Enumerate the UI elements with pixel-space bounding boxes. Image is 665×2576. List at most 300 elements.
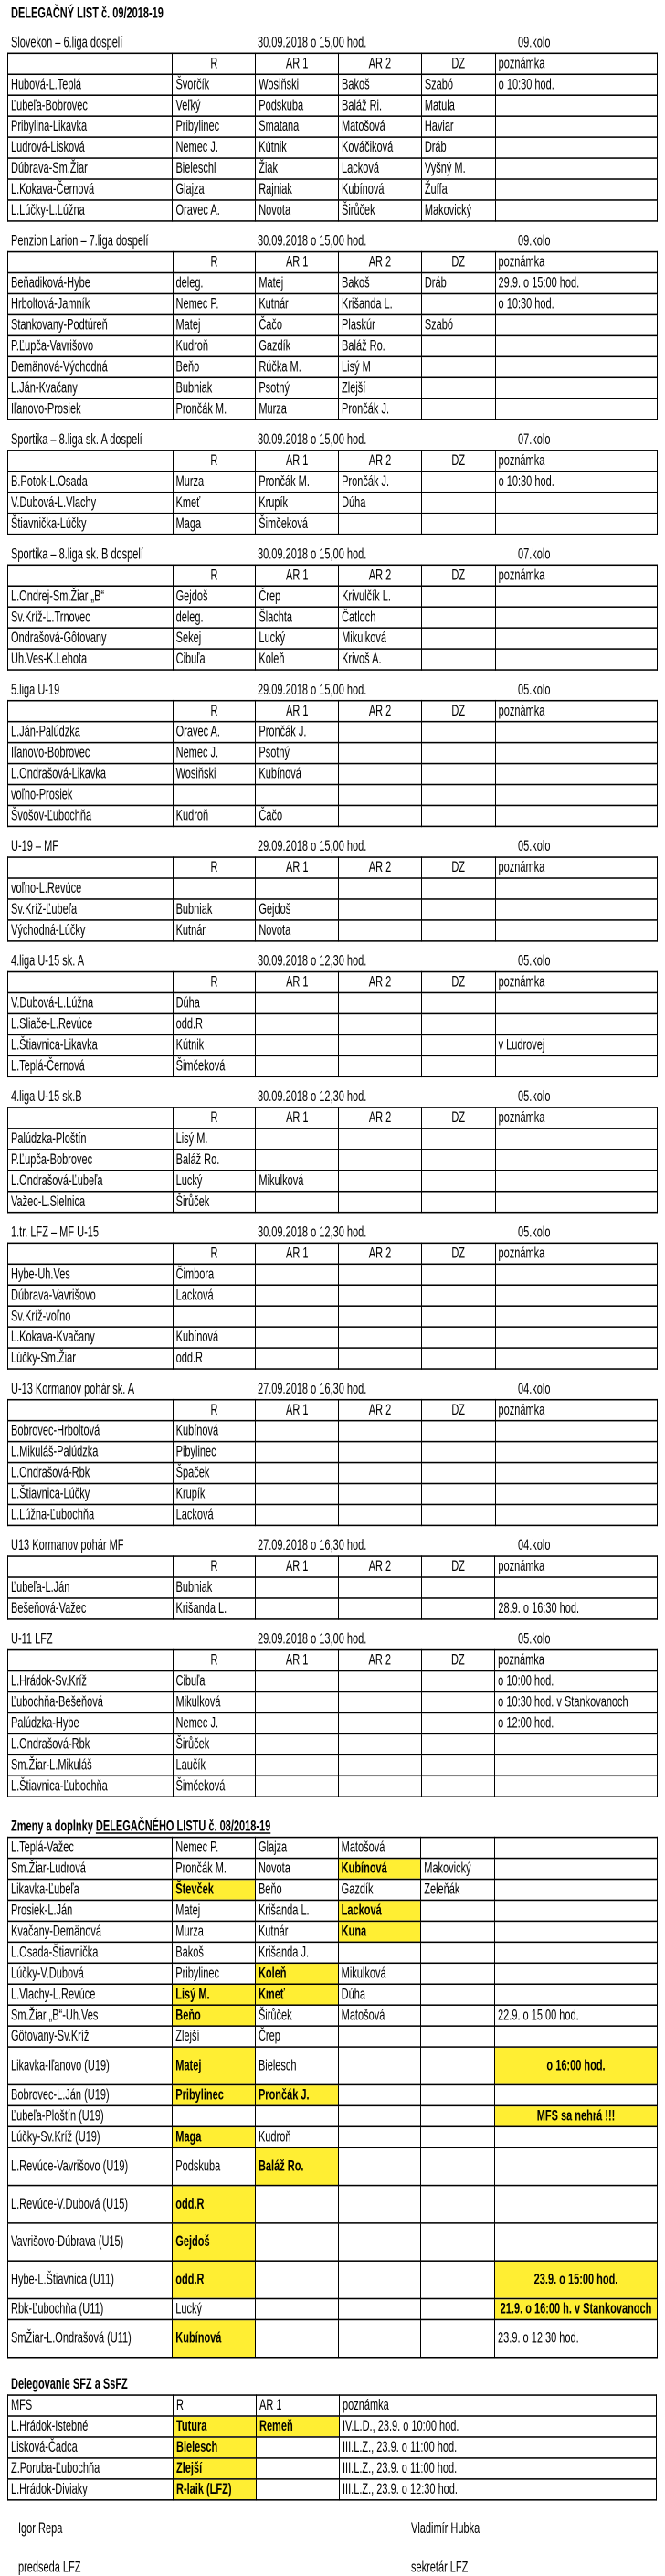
column-header: AR 1 (256, 53, 339, 74)
table-cell (495, 116, 657, 137)
table-row (8, 116, 658, 137)
table-row (8, 1442, 658, 1463)
table-cell: Szabó (421, 74, 495, 95)
change-cell: Likavka-Ľubeľa (8, 1879, 173, 1900)
table-header-row (8, 1650, 658, 1671)
table-cell: o 12:00 hod. (495, 1712, 658, 1733)
section-date: 27.09.2018 o 16,30 hod. (258, 1381, 367, 1398)
change-cell (338, 2261, 421, 2298)
table-row (8, 1463, 658, 1484)
change-cell: Bobrovec-L.Ján (U19) (8, 2084, 173, 2105)
table-cell (256, 1285, 339, 1306)
table-cell: Dráb (421, 137, 495, 158)
table-row (8, 1192, 658, 1213)
table-cell (421, 1150, 495, 1171)
table-header-row (8, 252, 658, 273)
change-cell: Mikulková (338, 1963, 421, 1984)
table-cell (495, 899, 657, 920)
table-cell: Širůček (173, 1192, 256, 1213)
table-cell: Lisý M (339, 356, 422, 377)
table-cell (421, 1577, 495, 1598)
table-cell: Hrboltová-Jamník (8, 293, 174, 314)
change-cell: Kubínová (173, 2319, 256, 2357)
column-header: AR 1 (256, 565, 339, 586)
table-cell (339, 1129, 422, 1150)
table-cell (495, 95, 657, 116)
table-cell (421, 920, 495, 941)
table-cell: Mikulková (256, 1171, 339, 1192)
change-cell (495, 1900, 658, 1921)
column-header (8, 451, 174, 472)
table-row (8, 1484, 658, 1505)
table-cell (256, 785, 339, 806)
change-cell (421, 1921, 495, 1942)
table-cell (421, 899, 495, 920)
column-header: AR 2 (339, 1400, 422, 1421)
table-cell (339, 992, 422, 1013)
table-cell (256, 1327, 339, 1348)
table-cell: L.Ondrej-Sm.Žiar „B“ (8, 586, 174, 607)
section-date: 29.09.2018 o 15,00 hod. (258, 838, 367, 855)
section-league: 4.liga U-15 sk.B (11, 1088, 82, 1106)
table-row (8, 398, 658, 419)
table-cell: Haviar (421, 116, 495, 137)
table-cell: Prončák M. (173, 398, 256, 419)
table-cell: P.Ľupča-Vavrišovo (8, 335, 174, 356)
table-cell (339, 1463, 422, 1484)
table-cell (256, 1754, 339, 1776)
change-cell (338, 2105, 421, 2126)
change-row (8, 1838, 658, 1859)
change-cell (421, 1900, 495, 1921)
change-cell: Baláž Ro. (255, 2147, 338, 2185)
change-row (8, 2126, 658, 2147)
table-cell: Šlachta (256, 607, 339, 628)
table-cell (495, 200, 657, 221)
table-header-row (8, 1243, 658, 1264)
table-cell (495, 1442, 657, 1463)
table-row (8, 493, 658, 514)
table-cell: V.Dubová-L.Lúžna (8, 992, 174, 1013)
change-cell (495, 2147, 658, 2185)
change-cell (421, 2186, 495, 2223)
table-cell: Krivoš A. (339, 649, 422, 670)
column-header: R (173, 53, 256, 74)
table-cell: Zlejší (339, 377, 422, 398)
change-cell: Matošová (338, 2005, 421, 2026)
table-cell: o 10:30 hod. (495, 74, 657, 95)
table-cell: Oravec A. (173, 200, 256, 221)
table-cell (256, 1577, 339, 1598)
table-row (8, 743, 658, 764)
table-cell: Prončák J. (339, 472, 422, 493)
table-row (8, 377, 658, 398)
table-cell: deleg. (173, 273, 256, 294)
change-cell: Hybe-L.Štiavnica (U11) (8, 2261, 173, 2298)
section-header (7, 431, 658, 450)
table-cell (256, 1671, 339, 1692)
section-round: 07.kolo (518, 546, 551, 563)
change-cell (421, 2147, 495, 2185)
column-header: R (173, 1650, 256, 1671)
table-row (8, 1129, 658, 1150)
change-row (8, 2186, 658, 2223)
table-cell (495, 1192, 657, 1213)
table-cell: Šimčeková (256, 514, 339, 535)
table-cell: L.Ján-Palúdzka (8, 722, 174, 743)
table-cell (421, 1348, 495, 1369)
table-cell: L.Štiavnica-Ľubochňa (8, 1776, 174, 1797)
section-league: 4.liga U-15 sk. A (11, 952, 85, 970)
table-cell: o 10:30 hod. (495, 293, 657, 314)
change-cell: Krišanda L. (255, 1900, 338, 1921)
table-cell (339, 1034, 422, 1055)
table-header-row (8, 565, 658, 586)
table-row (8, 1150, 658, 1171)
table-cell (339, 1598, 422, 1619)
table-cell (495, 1013, 657, 1034)
section-header (7, 1631, 658, 1649)
column-header: DZ (421, 565, 495, 586)
change-cell (338, 2126, 421, 2147)
table-cell (421, 1192, 495, 1213)
change-cell (495, 2223, 658, 2261)
table-cell: odd.R (173, 1013, 256, 1034)
change-cell: Števček (173, 1879, 256, 1900)
change-cell (495, 2026, 658, 2047)
table-cell: deleg. (173, 607, 256, 628)
table-cell (495, 1150, 657, 1171)
table-cell: Švorčík (173, 74, 256, 95)
column-header: AR 1 (256, 1650, 339, 1671)
changes-title-prefix: Zmeny a doplnky (11, 1818, 93, 1836)
table-cell: o 10:00 hod. (495, 1671, 658, 1692)
table-cell (421, 1306, 495, 1327)
table-cell (421, 1264, 495, 1285)
table-cell (256, 878, 339, 899)
change-cell: odd.R (173, 2261, 256, 2298)
table-cell: Gejdoš (173, 586, 256, 607)
mfs-row (8, 2458, 657, 2479)
match-sections (7, 35, 658, 1797)
change-cell: Gejdoš (173, 2223, 256, 2261)
table-cell (421, 805, 495, 826)
table-cell: Cibuľa (173, 649, 256, 670)
table-cell (339, 1484, 422, 1505)
section-table (7, 1649, 658, 1797)
table-cell: Sv.Kríž-voľno (8, 1306, 174, 1327)
table-cell (256, 1013, 339, 1034)
table-cell: Šimčeková (173, 1776, 256, 1797)
table-cell (421, 1327, 495, 1348)
table-cell (339, 1171, 422, 1192)
table-cell: Wosiňski (256, 74, 339, 95)
section-header (7, 1537, 658, 1555)
mfs-cell: Bielesch (174, 2437, 257, 2458)
change-cell: Kuna (338, 1921, 421, 1942)
table-cell: Rúčka M. (256, 356, 339, 377)
table-row (8, 992, 658, 1013)
table-row (8, 356, 658, 377)
table-cell: Švošov-Ľubochňa (8, 805, 174, 826)
column-header: R (173, 451, 256, 472)
column-header: R (173, 252, 256, 273)
table-cell (495, 992, 657, 1013)
table-cell (339, 805, 422, 826)
table-row (8, 314, 658, 335)
table-cell: Cibuľa (173, 1671, 256, 1692)
column-header: AR 2 (339, 565, 422, 586)
table-cell: Veľký (173, 95, 256, 116)
table-cell (495, 1421, 657, 1442)
table-cell (338, 1712, 421, 1733)
section-round: 05.kolo (518, 952, 551, 970)
table-cell: Lisý M. (173, 1129, 256, 1150)
table-cell: Bakoš (339, 273, 422, 294)
table-cell (421, 514, 495, 535)
table-cell: Baláž Ro. (339, 335, 422, 356)
column-header: R (173, 1400, 256, 1421)
change-cell (338, 2026, 421, 2047)
table-row (8, 1348, 658, 1369)
section-date: 30.09.2018 o 12,30 hod. (258, 1088, 367, 1106)
change-cell: Črep (255, 2026, 338, 2047)
change-row (8, 2223, 658, 2261)
table-row (8, 1504, 658, 1525)
change-cell: Lúčky-Sv.Kríž (U19) (8, 2126, 173, 2147)
column-header: AR 2 (339, 451, 422, 472)
table-cell: Wosiňski (173, 764, 256, 785)
table-cell (339, 1264, 422, 1285)
table-cell: Bobrovec-Hrboltová (8, 1421, 174, 1442)
table-cell (421, 377, 495, 398)
table-row (8, 1776, 658, 1797)
mfs-cell: Lisková-Čadca (8, 2437, 174, 2458)
section-header (7, 953, 658, 971)
table-cell (421, 335, 495, 356)
table-cell: Bubniak (173, 1577, 256, 1598)
table-cell (339, 1504, 422, 1525)
change-cell (255, 2298, 338, 2319)
table-cell: Kmeť (173, 493, 256, 514)
table-cell (495, 764, 657, 785)
change-cell: Maga (173, 2126, 256, 2147)
change-cell: Kudroň (255, 2126, 338, 2147)
mfs-column-header: AR 1 (257, 2395, 340, 2416)
table-row (8, 764, 658, 785)
table-header-row (8, 1108, 658, 1129)
table-cell (495, 1776, 658, 1797)
table-cell (256, 1306, 339, 1327)
table-cell: Makovický (421, 200, 495, 221)
section-league: U13 Kormanov pohár MF (11, 1537, 124, 1554)
change-cell (173, 2105, 256, 2126)
change-cell: Lisý M. (173, 1984, 256, 2005)
column-header (8, 1400, 174, 1421)
section-header (7, 1224, 658, 1243)
section-table (7, 700, 658, 827)
table-cell: Bieleschl (173, 158, 256, 179)
mfs-cell: Z.Poruba-Ľubochňa (8, 2458, 174, 2479)
table-cell: Psotný (256, 743, 339, 764)
change-cell (421, 2126, 495, 2147)
mfs-cell: L.Hrádok-Istebné (8, 2416, 174, 2437)
table-cell: Hybe-Uh.Ves (8, 1264, 174, 1285)
table-cell: Iľanovo-Bobrovec (8, 743, 174, 764)
table-cell: Baláž Ri. (339, 95, 422, 116)
section-date: 29.09.2018 o 13,00 hod. (258, 1630, 367, 1648)
change-row (8, 1900, 658, 1921)
section-header (7, 546, 658, 565)
table-cell (495, 1463, 657, 1484)
table-row (8, 1171, 658, 1192)
table-cell: Štiavnička-Lúčky (8, 514, 174, 535)
column-header: AR 2 (339, 53, 422, 74)
mfs-cell (257, 2479, 340, 2500)
table-row (8, 95, 658, 116)
section-header (7, 1381, 658, 1399)
table-cell: Krivulčík L. (339, 586, 422, 607)
column-header: AR 1 (256, 1108, 339, 1129)
change-cell: Podskuba (173, 2147, 256, 2185)
table-row (8, 1306, 658, 1327)
column-header: DZ (421, 972, 495, 993)
change-cell (495, 2084, 658, 2105)
table-cell (495, 1577, 658, 1598)
table-cell: Glajza (173, 179, 256, 200)
table-header-row (8, 1400, 658, 1421)
table-row (8, 1733, 658, 1754)
table-cell: Iľanovo-Prosiek (8, 398, 174, 419)
change-cell: Sm.Žiar-Ludrová (8, 1859, 173, 1880)
table-cell: Lucký (256, 628, 339, 649)
table-row (8, 607, 658, 628)
table-row (8, 273, 658, 294)
column-header: AR 2 (339, 252, 422, 273)
change-cell: Matej (173, 2047, 256, 2084)
table-header-row (8, 701, 658, 722)
table-cell: L.Hrádok-Sv.Kríž (8, 1671, 174, 1692)
change-row (8, 1859, 658, 1880)
change-cell: Prončák J. (255, 2084, 338, 2105)
change-cell: Murza (173, 1921, 256, 1942)
section-header (7, 35, 658, 53)
change-cell (338, 2223, 421, 2261)
change-cell: Likavka-Iľanovo (U19) (8, 2047, 173, 2084)
section-league: U-13 Kormanov pohár sk. A (11, 1381, 135, 1398)
change-cell: Pribylinec (173, 1963, 256, 1984)
table-cell (338, 1733, 421, 1754)
change-cell (421, 1838, 495, 1859)
change-cell: Lacková (338, 1900, 421, 1921)
table-cell: o 10:30 hod. (495, 472, 657, 493)
column-header (8, 972, 174, 993)
table-cell (421, 878, 495, 899)
change-cell (255, 2319, 338, 2357)
change-row (8, 2005, 658, 2026)
table-cell (339, 878, 422, 899)
column-header: DZ (421, 1108, 495, 1129)
table-cell (421, 1712, 495, 1733)
change-cell: L.Revúce-V.Dubová (U15) (8, 2186, 173, 2223)
change-cell (338, 2147, 421, 2185)
change-cell (421, 2084, 495, 2105)
section-round: 09.kolo (518, 232, 551, 250)
table-cell: Pribylinec (173, 116, 256, 137)
column-header: AR 2 (339, 972, 422, 993)
table-cell: odd.R (173, 1348, 256, 1369)
section-table (7, 856, 658, 941)
change-cell: SmŽiar-L.Ondrašová (U11) (8, 2319, 173, 2357)
table-cell: Lucký (173, 1171, 256, 1192)
table-cell: Gejdoš (256, 899, 339, 920)
table-cell: Matej (256, 273, 339, 294)
section-table (7, 1555, 658, 1619)
change-cell: 23.9. o 12:30 hod. (495, 2319, 658, 2357)
table-row (8, 1691, 658, 1712)
table-cell (495, 1129, 657, 1150)
table-cell: Širůček (339, 200, 422, 221)
section-header (7, 838, 658, 856)
table-cell: Bubniak (173, 899, 256, 920)
table-cell: Čačo (256, 314, 339, 335)
change-cell (495, 1942, 658, 1963)
change-cell (338, 2084, 421, 2105)
change-cell: Makovický (421, 1859, 495, 1880)
table-cell: Prončák J. (339, 398, 422, 419)
change-cell: 22.9. o 15:00 hod. (495, 2005, 658, 2026)
section-league: U-11 LFZ (11, 1630, 53, 1648)
mfs-column-header: poznámka (340, 2395, 657, 2416)
mfs-table (7, 2394, 657, 2500)
table-row (8, 899, 658, 920)
change-cell: Gôtovany-Sv.Kríž (8, 2026, 173, 2047)
table-cell (495, 1285, 657, 1306)
table-header-row (8, 451, 658, 472)
mfs-cell: III.L.Z., 23.9. o 12:30 hod. (340, 2479, 657, 2500)
table-cell (495, 607, 657, 628)
table-cell: Lacková (173, 1285, 256, 1306)
table-cell: Mikulková (173, 1691, 256, 1712)
change-cell (421, 2261, 495, 2298)
change-row (8, 1942, 658, 1963)
table-row (8, 1264, 658, 1285)
table-cell: Beňadiková-Hybe (8, 273, 174, 294)
table-cell (495, 335, 657, 356)
column-header: DZ (421, 451, 495, 472)
table-row (8, 1754, 658, 1776)
table-cell: Ľubochňa-Bešeňová (8, 1691, 174, 1712)
column-header: AR 1 (256, 451, 339, 472)
change-cell: Koleň (255, 1963, 338, 1984)
change-cell (421, 1984, 495, 2005)
column-header: poznámka (495, 1650, 658, 1671)
table-cell: v Ludrovej (495, 1034, 657, 1055)
change-cell: Dúha (338, 1984, 421, 2005)
table-cell: Dúbrava-Sm.Žiar (8, 158, 173, 179)
table-cell (421, 1671, 495, 1692)
table-cell: Murza (173, 472, 256, 493)
change-cell: Lucký (173, 2298, 256, 2319)
mfs-cell: R-laik (LFZ) (174, 2479, 257, 2500)
section-date: 29.09.2018 o 15,00 hod. (258, 682, 367, 699)
column-header: poznámka (495, 252, 657, 273)
table-row (8, 920, 658, 941)
section-round: 05.kolo (518, 1224, 551, 1242)
table-cell (256, 1192, 339, 1213)
change-cell (338, 1942, 421, 1963)
change-cell: Bakoš (173, 1942, 256, 1963)
